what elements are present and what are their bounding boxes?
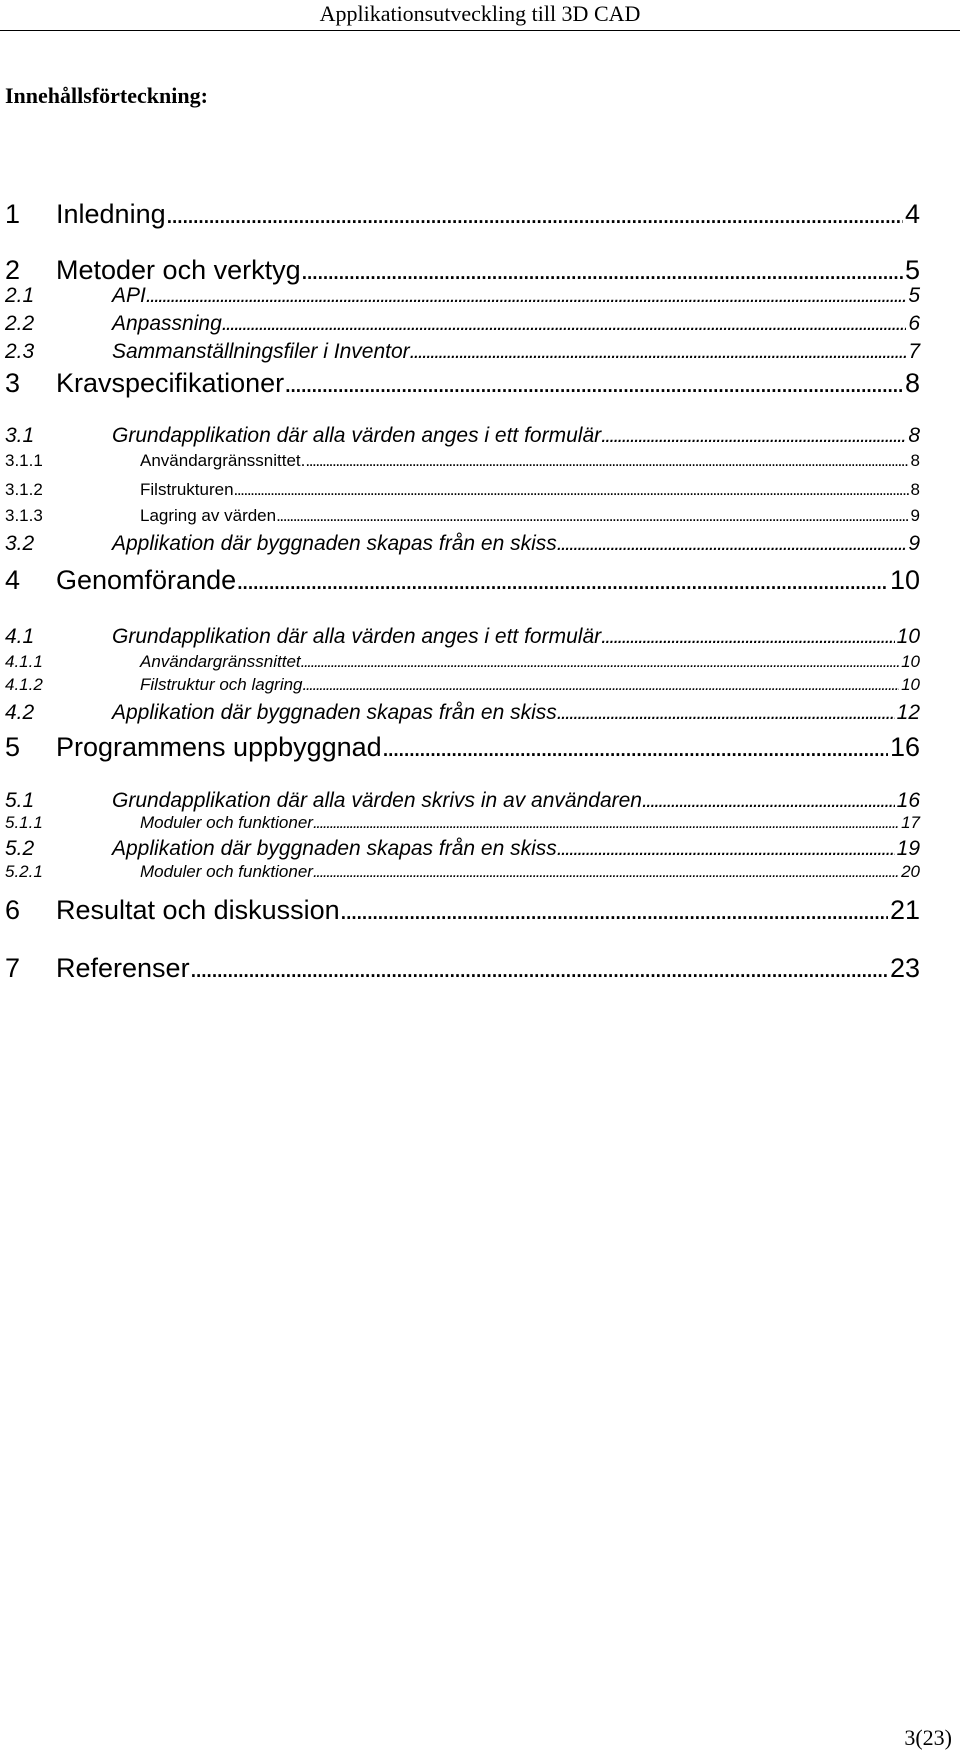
toc-entry-title: Resultat och diskussion xyxy=(56,895,340,925)
toc-entry-page: 10 xyxy=(901,675,920,694)
toc-entry-title: Applikation där byggnaden skapas från en skiss xyxy=(112,701,557,724)
toc-entry[interactable] xyxy=(5,530,920,558)
toc-entry-page: 17 xyxy=(901,813,920,832)
toc-entry-page: 4 xyxy=(904,199,920,229)
toc-entry[interactable] xyxy=(5,730,920,764)
toc-dot-leader xyxy=(382,734,888,761)
toc-entry-title: Grundapplikation där alla värden anges i ett formulär xyxy=(112,625,602,648)
toc-dot-leader xyxy=(146,285,906,306)
toc-entry-page: 16 xyxy=(889,732,920,762)
toc-dot-leader xyxy=(557,702,895,723)
toc-heading: Innehållsförteckning: xyxy=(5,83,208,108)
toc-entry[interactable] xyxy=(5,651,920,673)
toc-entry[interactable] xyxy=(5,893,920,927)
toc-entry-number: 2 xyxy=(5,255,21,285)
toc-dot-leader xyxy=(166,201,903,228)
toc-entry-title: Grundapplikation där alla värden anges i ett formulär xyxy=(112,424,602,447)
toc-entry-page: 20 xyxy=(901,862,920,881)
toc-entry-title: Lagring av värden xyxy=(140,506,277,525)
toc-entry-page: 19 xyxy=(896,837,920,860)
toc-dot-leader xyxy=(557,838,895,859)
toc-dot-leader xyxy=(190,955,888,982)
toc-dot-leader xyxy=(303,676,900,693)
toc-entry-number: 2.1 xyxy=(5,284,35,307)
toc-dot-leader xyxy=(313,863,899,880)
toc-entry-title: Genomförande xyxy=(56,565,237,595)
toc-entry-title: Sammanställningsfiler i Inventor xyxy=(112,340,410,363)
toc-entry-number: 5 xyxy=(5,732,21,762)
toc-entry-number: 2.2 xyxy=(5,312,35,335)
toc-entry-number: 4 xyxy=(5,565,21,595)
toc-dot-leader xyxy=(236,567,888,594)
toc-entry[interactable] xyxy=(5,623,920,651)
toc-entry-number: 5.2.1 xyxy=(5,862,43,881)
toc-dot-leader xyxy=(642,790,895,811)
toc-entry[interactable] xyxy=(5,310,920,338)
toc-entry-page: 23 xyxy=(889,953,920,983)
toc-entry-number: 3.1.2 xyxy=(5,480,43,499)
toc-entry-number: 5.1 xyxy=(5,789,35,812)
toc-entry[interactable] xyxy=(5,422,920,450)
toc-entry-title: Kravspecifikationer xyxy=(56,368,285,398)
toc-entry-page: 16 xyxy=(896,789,920,812)
toc-dot-leader xyxy=(305,452,908,469)
toc-entry-number: 6 xyxy=(5,895,21,925)
toc-entry[interactable] xyxy=(5,197,920,231)
toc-entry-number: 4.1.2 xyxy=(5,675,43,694)
toc-entry-number: 3.2 xyxy=(5,532,35,555)
toc-entry-number: 3.1 xyxy=(5,424,35,447)
toc-entry-page: 9 xyxy=(910,506,920,525)
toc-entry[interactable] xyxy=(5,861,920,883)
toc-entry[interactable] xyxy=(5,479,920,501)
toc-entry-title: Filstrukturen xyxy=(140,480,234,499)
toc-entry-number: 4.1.1 xyxy=(5,652,43,671)
toc-dot-leader xyxy=(410,341,907,362)
toc-entry-number: 7 xyxy=(5,953,21,983)
toc-dot-leader xyxy=(313,814,899,831)
toc-entry-number: 2.3 xyxy=(5,340,35,363)
toc-entry[interactable] xyxy=(5,812,920,834)
toc-entry-title: API xyxy=(112,284,146,307)
toc-entry-title: Filstruktur och lagring xyxy=(140,675,303,694)
toc-entry-page: 8 xyxy=(910,480,920,499)
toc-entry[interactable] xyxy=(5,505,920,527)
toc-entry-page: 8 xyxy=(904,368,920,398)
toc-entry[interactable] xyxy=(5,699,920,727)
toc-entry-title: Användargränssnittet xyxy=(140,652,301,671)
toc-dot-leader xyxy=(601,626,895,647)
toc-entry-page: 5 xyxy=(904,255,920,285)
toc-entry[interactable] xyxy=(5,674,920,696)
toc-entry-title: Metoder och verktyg xyxy=(56,255,301,285)
toc-dot-leader xyxy=(222,313,907,334)
toc-entry-title: Användargränssnittet. xyxy=(140,451,306,470)
toc-entry-page: 10 xyxy=(896,625,920,648)
toc-entry-title: Anpassning xyxy=(112,312,222,335)
toc-dot-leader xyxy=(557,533,907,554)
toc-entry-number: 4.1 xyxy=(5,625,35,648)
toc-entry-title: Moduler och funktioner xyxy=(140,813,313,832)
toc-entry-title: Applikation där byggnaden skapas från en skiss xyxy=(112,837,557,860)
toc-entry[interactable] xyxy=(5,366,920,400)
toc-entry-title: Programmens uppbyggnad xyxy=(56,732,382,762)
toc-entry-title: Referenser xyxy=(56,953,190,983)
toc-entry[interactable] xyxy=(5,835,920,863)
toc-entry-page: 7 xyxy=(908,340,920,363)
toc-entry-page: 5 xyxy=(908,284,920,307)
toc-entry[interactable] xyxy=(5,450,920,472)
toc-dot-leader xyxy=(284,370,903,397)
toc-entry-page: 8 xyxy=(908,424,920,447)
toc-entry-page: 10 xyxy=(889,565,920,595)
toc-dot-leader xyxy=(301,653,899,670)
toc-entry-page: 9 xyxy=(908,532,920,555)
toc-dot-leader xyxy=(301,257,903,284)
toc-entry-title: Moduler och funktioner xyxy=(140,862,313,881)
toc-entry[interactable] xyxy=(5,338,920,366)
toc-entry-page: 21 xyxy=(889,895,920,925)
toc-entry-title: Applikation där byggnaden skapas från en skiss xyxy=(112,532,557,555)
toc-entry[interactable] xyxy=(5,951,920,985)
toc-entry[interactable] xyxy=(5,563,920,597)
toc-entry-page: 8 xyxy=(910,451,920,470)
toc-entry-page: 6 xyxy=(908,312,920,335)
toc-dot-leader xyxy=(601,425,906,446)
toc-entry-title: Grundapplikation där alla värden skrivs in av användaren xyxy=(112,789,642,812)
toc-entry-number: 3.1.1 xyxy=(5,451,43,470)
toc-entry-page: 12 xyxy=(896,701,920,724)
toc-entry-number: 3 xyxy=(5,368,21,398)
toc-dot-leader xyxy=(340,897,888,924)
toc-dot-leader xyxy=(234,481,909,498)
running-header: Applikationsutveckling till 3D CAD xyxy=(319,1,641,26)
page-number: 3(23) xyxy=(904,1725,952,1750)
toc-dot-leader xyxy=(276,507,908,524)
toc-entry-number: 5.1.1 xyxy=(5,813,43,832)
toc-entry-page: 10 xyxy=(901,652,920,671)
toc-entry-number: 1 xyxy=(5,199,21,229)
toc-entry-number: 3.1.3 xyxy=(5,506,43,525)
toc-entry[interactable] xyxy=(5,282,920,310)
toc-entry-number: 5.2 xyxy=(5,837,35,860)
toc-entry-number: 4.2 xyxy=(5,701,35,724)
toc-entry[interactable] xyxy=(5,787,920,815)
toc-entry-title: Inledning xyxy=(56,199,166,229)
